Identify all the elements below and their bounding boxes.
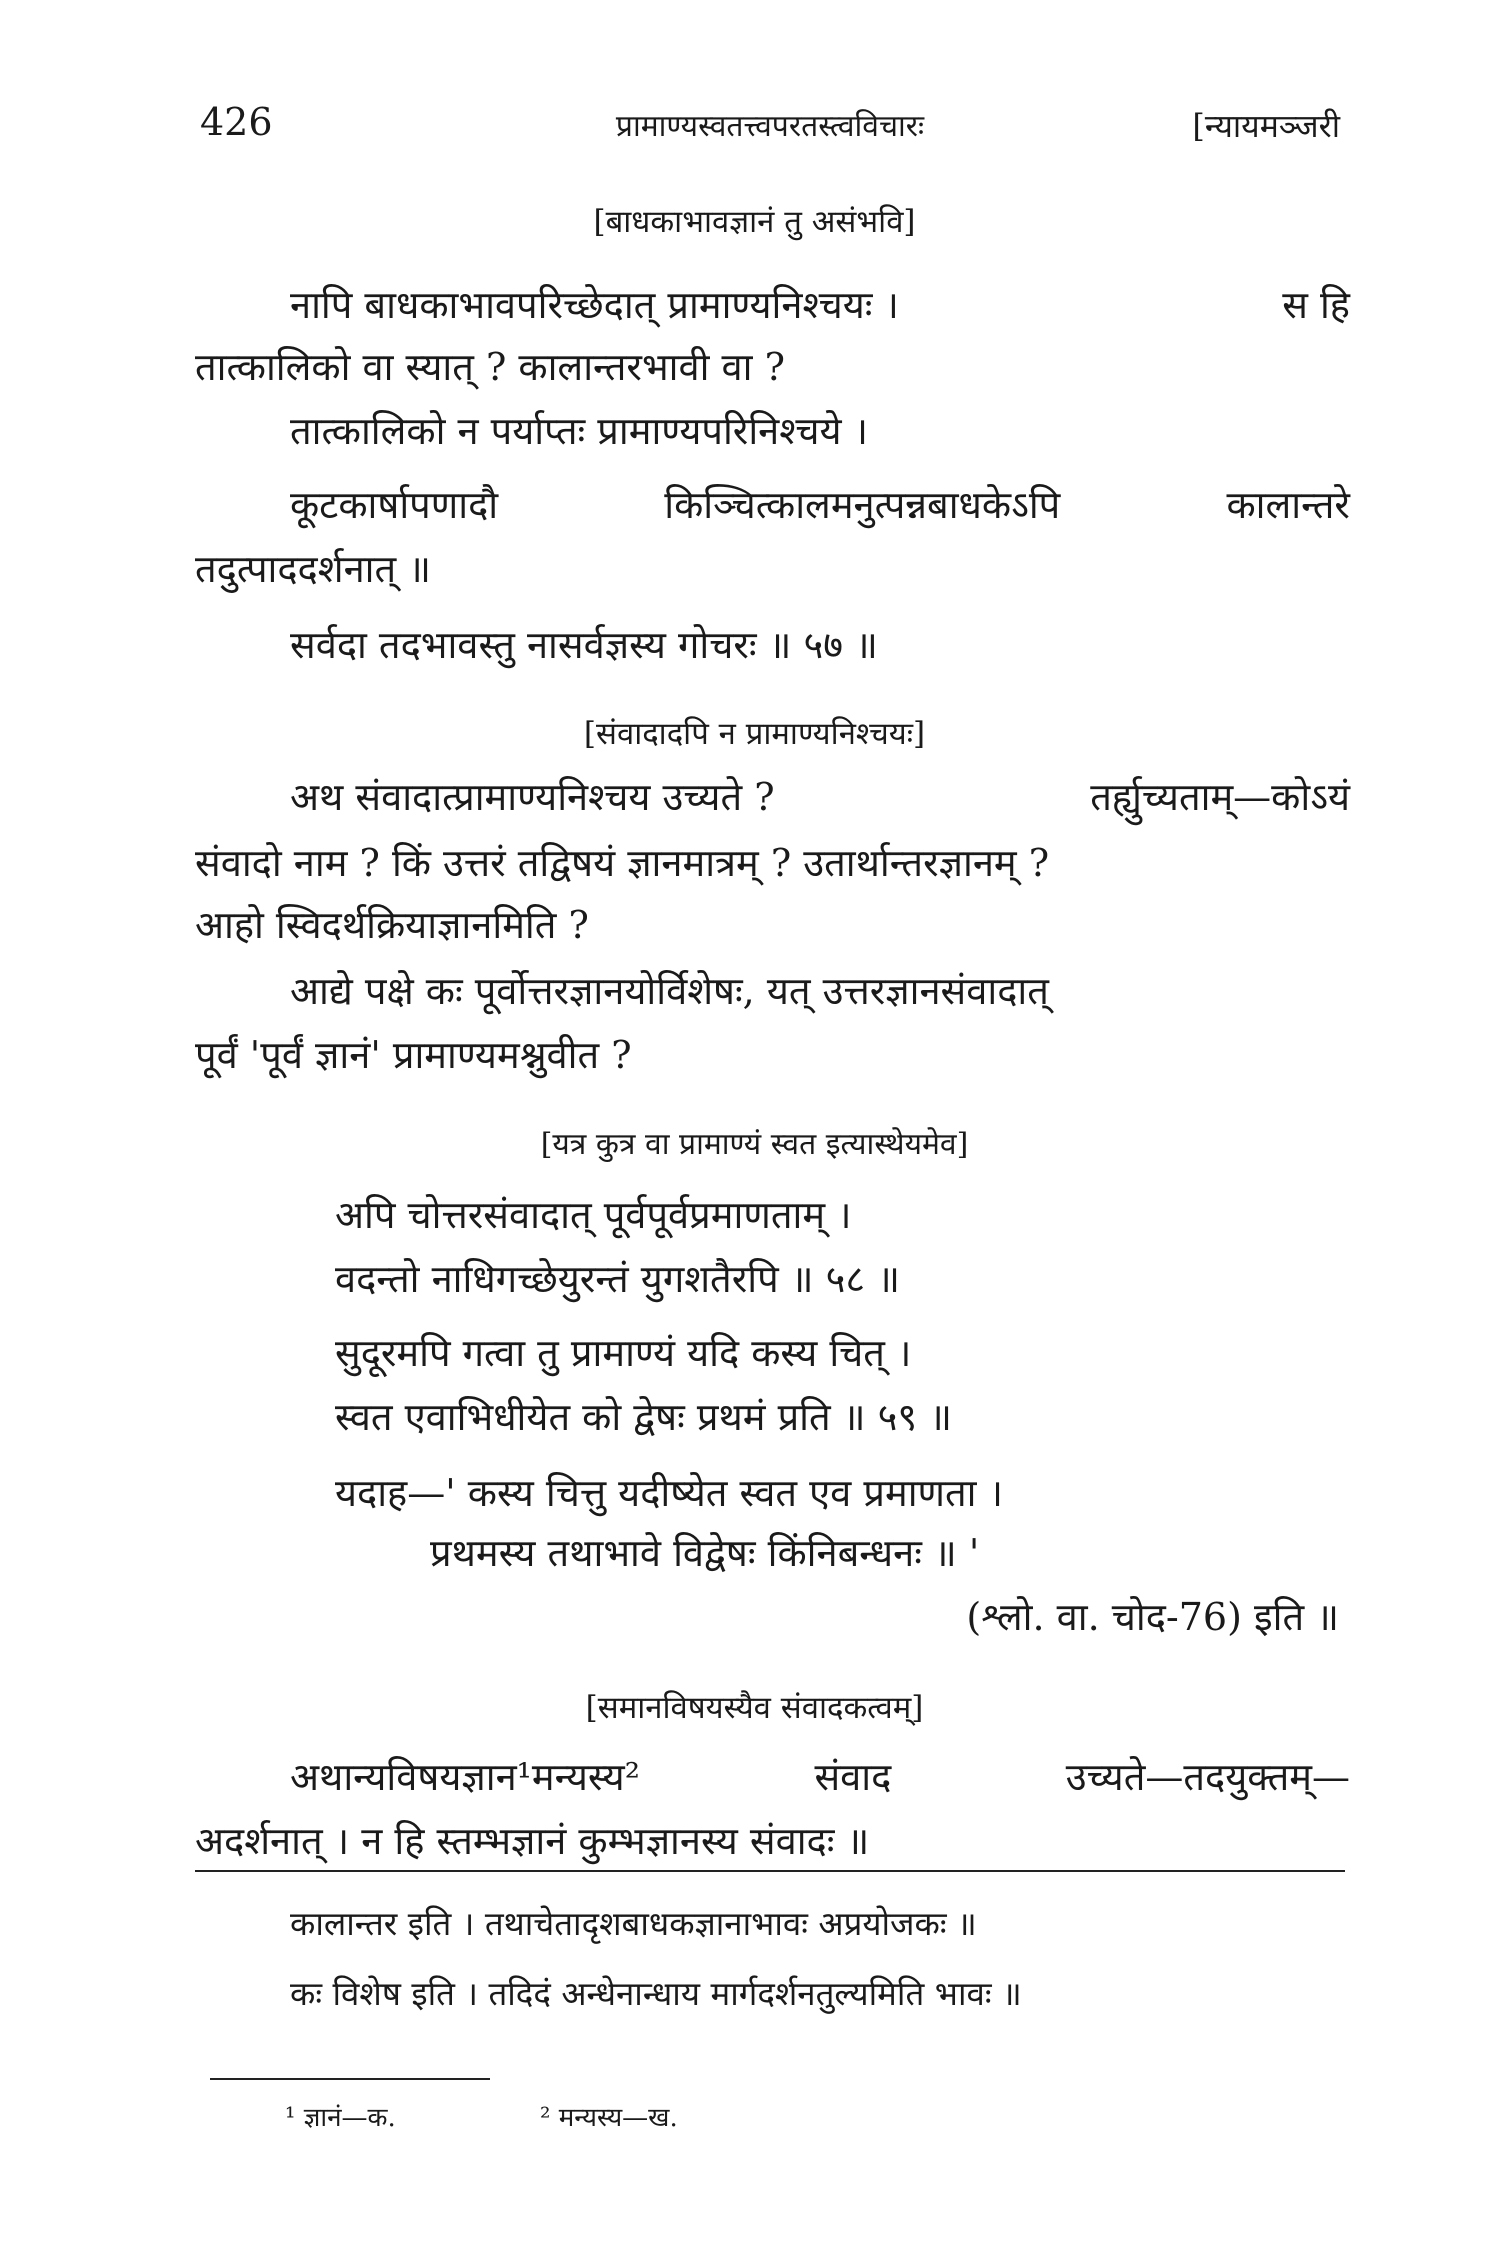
page-number: 426 xyxy=(200,100,273,144)
paragraph-4: सर्वदा तदभावस्तु नासर्वज्ञस्य गोचरः ॥ ५७ ॥ xyxy=(290,623,878,667)
paragraph-5-line-1: अथ संवादात्प्रामाण्यनिश्चय उच्यते ? तर्ह्युच्यताम्—कोऽयं xyxy=(290,775,1350,819)
footnote-1: ¹ ज्ञानं—क. xyxy=(285,2103,396,2133)
verse-line-3: सुदूरमपि गत्वा तु प्रामाण्यं यदि कस्य चित् । xyxy=(335,1331,912,1375)
book-title: [न्यायमञ्जरी xyxy=(1192,107,1340,145)
section-heading-4: [समानविषयस्यैव संवादकत्वम्] xyxy=(585,1690,924,1726)
section-heading-1: [बाधकाभावज्ञानं तु असंभवि] xyxy=(593,204,916,240)
paragraph-1-line-2: तात्कालिको वा स्यात् ? कालान्तरभावी वा ? xyxy=(195,345,785,389)
verse-line-1: अपि चोत्तरसंवादात् पूर्वपूर्वप्रमाणताम् । xyxy=(335,1193,852,1237)
footnote-divider xyxy=(210,2078,490,2080)
paragraph-1-line-1: नापि बाधकाभावपरिच्छेदात् प्रामाण्यनिश्चयः । स हि xyxy=(290,283,1350,327)
commentary-divider xyxy=(195,1870,1345,1872)
paragraph-6-line-2: पूर्वं 'पूर्वं ज्ञानं' प्रामाण्यमश्नुवीत ? xyxy=(195,1033,632,1077)
paragraph-7-line-2: अदर्शनात् । न हि स्तम्भज्ञानं कुम्भज्ञानस्य संवादः ॥ xyxy=(195,1819,870,1863)
paragraph-2: तात्कालिको न पर्याप्तः प्रामाण्यपरिनिश्चये । xyxy=(290,409,869,453)
verse-line-6: प्रथमस्य तथाभावे विद्वेषः किंनिबन्धनः ॥ ' xyxy=(430,1531,980,1575)
gloss-line-1: कालान्तर इति । तथाचेतादृशबाधकज्ञानाभावः अप्रयोजकः ॥ xyxy=(290,1904,977,1943)
footnote-2: ² मन्यस्य—ख. xyxy=(540,2103,678,2133)
verse-line-2: वदन्तो नाधिगच्छेयुरन्तं युगशतैरपि ॥ ५८ ॥ xyxy=(335,1257,900,1301)
running-title: प्रामाण्यस्वतत्त्वपरतस्त्वविचारः xyxy=(615,109,925,144)
paragraph-6-line-1: आद्ये पक्षे कः पूर्वोत्तरज्ञानयोर्विशेषः, यत् उत्तरज्ञानसंवादात् xyxy=(290,969,1049,1013)
page-header xyxy=(200,100,1340,150)
section-heading-3: [यत्र कुत्र वा प्रामाण्यं स्वत इत्यास्थेयमेव] xyxy=(540,1127,969,1162)
paragraph-5-line-3: आहो स्विदर्थक्रियाज्ञानमिति ? xyxy=(195,903,589,947)
section-heading-2: [संवादादपि न प्रामाण्यनिश्चयः] xyxy=(583,716,926,752)
paragraph-5-line-2: संवादो नाम ? किं उत्तरं तद्विषयं ज्ञानमात्रम् ? उतार्थान्तरज्ञानम् ? xyxy=(195,841,1050,885)
verse-line-4: स्वत एवाभिधीयेत को द्वेषः प्रथमं प्रति ॥ ५९ ॥ xyxy=(335,1395,952,1439)
gloss-line-2: कः विशेष इति । तदिदं अन्धेनान्धाय मार्गदर्शनतुल्यमिति भावः ॥ xyxy=(290,1974,1022,2013)
verse-line-5: यदाह—' कस्य चित्तु यदीष्येत स्वत एव प्रमाणता । xyxy=(335,1471,1004,1515)
paragraph-3-line-2: तदुत्पाददर्शनात् ॥ xyxy=(195,547,432,591)
paragraph-3-line-1: कूटकार्षापणादौ किञ्चित्कालमनुत्पन्नबाधकेऽपि कालान्तरे xyxy=(290,483,1350,527)
paragraph-7-line-1: अथान्यविषयज्ञान¹मन्यस्य² संवाद उच्यते—तदयुक्तम्— xyxy=(290,1755,1350,1799)
verse-citation: (श्लो. वा. चोद-76) इति ॥ xyxy=(966,1595,1339,1639)
